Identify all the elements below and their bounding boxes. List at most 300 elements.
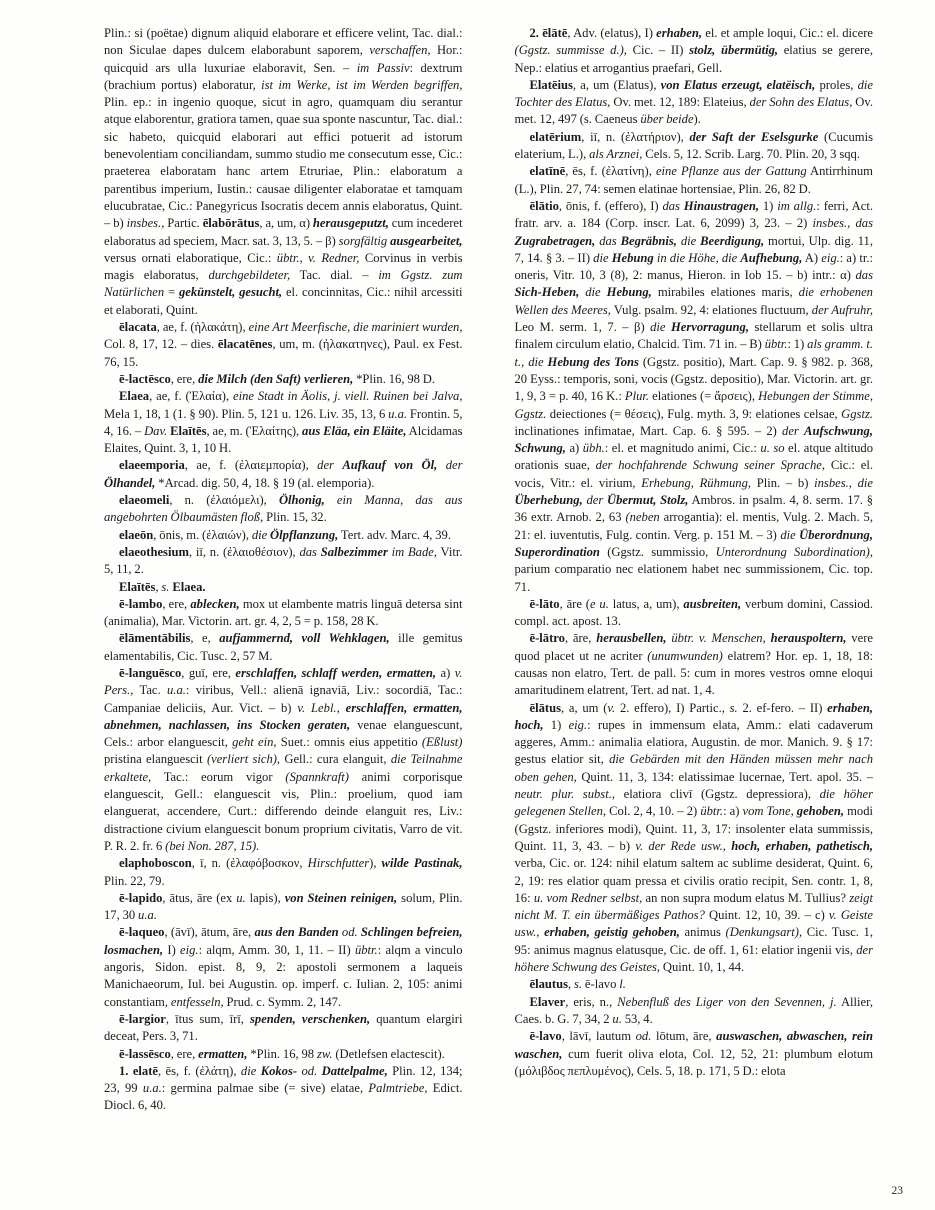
entry-text-segment: u. vom Redner selbst, [533, 890, 643, 905]
entry-text-segment: die [780, 527, 800, 542]
entry-text-segment: s. [574, 977, 583, 992]
dictionary-entry [515, 700, 874, 977]
entry-text-segment: elaeemporia [119, 458, 185, 473]
entry-text-segment: verschaffen, [369, 43, 431, 58]
entry-text-segment: , ēs, f. (ἐλατίνη), [565, 164, 656, 179]
entry-text-segment: im Bade, [387, 544, 437, 559]
entry-text-segment: el. et ample loqui, Cic.: el. dicere [701, 26, 873, 40]
entry-text-segment: aus Eläa, ein Eläite, [302, 423, 407, 438]
entry-text-segment: parium comparatio nec elationem habet nec summissionem, Cic. top. 71. [514, 562, 873, 594]
entry-text-segment: zw. [316, 1046, 333, 1061]
entry-text-segment: ein Manna, das aus angebohrten Ölbaumästen floß, [104, 493, 463, 525]
entry-text-segment: , iī, n. (ἐλαιοθέσιον), [188, 544, 300, 559]
entry-text-segment: , Adv. (elatus), I) [567, 26, 657, 40]
entry-text-segment: Corvinus in verbis magis elaboratus, [104, 250, 463, 283]
entry-text-segment: durchgebildeter, [208, 268, 291, 283]
entry-text-segment: im Passiv [356, 60, 410, 75]
dictionary-entry [104, 855, 463, 890]
entry-text-segment: e u. [589, 596, 609, 611]
entry-text-segment: die Tochter des Elatus, [514, 77, 874, 110]
entry-text-segment: erhaben, hoch, [514, 700, 874, 732]
entry-text-segment: , a, um ( [560, 700, 608, 715]
entry-text-segment: Sich-Heben, [514, 285, 580, 300]
entry-text-segment: die erhobenen Wellen des Meeres, [514, 285, 873, 317]
dictionary-entry [515, 129, 874, 164]
entry-text-segment: , ere, [170, 1046, 199, 1061]
entry-text-segment: od. [297, 1063, 322, 1078]
entry-text-segment: mortui, Ulp. dig. 11, 7, 14. § 3. – II) [514, 233, 873, 265]
entry-text-segment: ē-lapido [119, 890, 163, 905]
entry-text-segment: , ī, n. (ἐλαφόβοσκον, [191, 856, 308, 871]
dictionary-entry [515, 198, 874, 596]
entry-text-segment: Dav. [144, 423, 168, 438]
entry-text-segment: *Arcad. dig. 50, 4, 18. § 19 (al. elemporia). [155, 475, 375, 490]
dictionary-entry [104, 1063, 463, 1115]
entry-text-segment: der Saft der Eselsgurke [689, 129, 819, 144]
entry-text-segment: A) [802, 250, 822, 265]
entry-text-segment: u.a. [167, 683, 186, 698]
entry-text-segment: Cic.: el. vocis, Vitr.: el. virium, [514, 458, 873, 490]
dictionary-entry [515, 596, 874, 631]
entry-text-segment: erhaben, [656, 26, 702, 40]
entry-text-segment: die [650, 320, 671, 335]
entry-text-segment: das [662, 198, 684, 213]
entry-text-segment: Elaver [529, 994, 566, 1009]
entry-text-segment: Leo M. serm. 1, 7. – β) [514, 320, 651, 335]
dictionary-entry [515, 25, 874, 77]
entry-text-segment: (unumwunden) [647, 648, 723, 663]
entry-text-segment: an non supra modum elatus M. Tullius? [642, 890, 850, 905]
entry-text-segment: 1) [543, 717, 569, 732]
entry-text-segment: elationes (= ἄρσεις), [649, 389, 759, 404]
entry-text-segment: Col. 2, 4, 10. – 2) [606, 804, 701, 819]
entry-text-segment: 53, 4. [621, 1011, 653, 1026]
entry-text-segment: (neben [625, 510, 660, 525]
entry-text-segment: : a) tr.: oneris, Vitr. 10, 3 (8), 2: manus, Hieron. in Iob 15. – b) intr.: α) [514, 250, 874, 283]
entry-text-segment: animus [679, 925, 726, 940]
entry-text-segment: das [595, 233, 621, 248]
entry-text-segment: (Denkungsart), [725, 925, 803, 940]
entry-text-segment: die Gebärden mit den Händen müssen mehr nach oben gehen, [514, 752, 873, 784]
entry-text-segment: , Partic. [161, 216, 203, 231]
entry-text-segment: sorgfältig [338, 233, 391, 248]
entry-text-segment: über beide [640, 112, 694, 127]
entry-text-segment: elatius se gerere, Nep.: elatius et arrogantius praefari, Gell. [514, 43, 873, 75]
entry-text-segment: modi (Ggstz. inferiores modi), Quint. 11, 3, 17: insolenter elata summissis, Quint. 11, 3, 43. – b) [514, 804, 873, 853]
entry-text-segment: : alqm, Amm. 30, 1, 11. – II) [198, 942, 355, 957]
entry-text-segment: Ölpflanzung, [270, 527, 339, 542]
dictionary-entry [515, 994, 874, 1029]
entry-text-segment: die [579, 285, 607, 300]
entry-text-segment: ). [693, 112, 701, 127]
entry-text-segment: elaeomeli [119, 493, 170, 508]
entry-text-segment: 2. ef-fero. – II) [737, 700, 828, 715]
entry-text-segment: übtr. [700, 804, 724, 819]
entry-text-segment: von Elatus erzeugt, elatëisch, [660, 77, 816, 92]
entry-text-segment: el. concinnitas, Cic.: nihil arcessiti et elaborati, Quint. [104, 285, 463, 317]
entry-text-segment: ē-lassēsco [119, 1046, 171, 1061]
entry-text-segment: , lāvī, lautum [561, 1029, 636, 1044]
column-left [104, 25, 463, 1115]
entry-text-segment: elatiora clivī (Ggstz. depressiora), [615, 787, 820, 802]
entry-text-segment: gehoben, [796, 804, 845, 819]
entry-text-segment: (Ggstz. positio), Mart. Cap. 9. § 982. p. 368, 20 Eyss.: temporis, soni, vocis (Ggstz. depositio), Mar. Victorin. art. gr. 1, 9, 3 = p. 40, 16 K.: [514, 354, 873, 404]
entry-text-segment: verba, Cic. or. 124: nihil elatum saltem ac sublime desiderat, Quint. 6, 2, 19: res elatior quam pressa et civilis oratio recipit, Sen. contr. 1, 8, 16: [514, 856, 873, 905]
entry-text-segment: , e, [190, 631, 220, 646]
entry-text-segment: proles, [815, 77, 858, 92]
dictionary-entry [104, 579, 463, 596]
entry-text-segment: Dattelpalme, [321, 1063, 388, 1078]
entry-text-segment: : a) [723, 804, 743, 819]
entry-text-segment: Plin. – b) [751, 475, 815, 490]
entry-text-segment: , a, um (Elatus), [572, 77, 661, 92]
entry-text-segment: , ōnis, m. (ἐλαιών), [153, 527, 252, 542]
entry-text-segment: neutr. plur. subst., [514, 787, 615, 802]
entry-text-segment: zeigt nicht M. T. ein übermäßiges Pathos? [514, 890, 873, 923]
entry-text-segment: , ātus, āre (ex [162, 890, 237, 905]
entry-text-segment: , n. (ἐλαιόμελι), [169, 493, 279, 508]
entry-text-segment: eig. [568, 717, 588, 732]
dictionary-entry [515, 1028, 874, 1080]
entry-text-segment: elatrem? Hor. ep. 1, 18, 18: causas non elatro, Tert. de pall. 5: cum in mores vestros omne eloqui amaritudinem elatrent, Tert. ad nat. 1, 4. [514, 648, 873, 698]
entry-text-segment: Ov. met. 12, 189: Elateius, [610, 95, 750, 110]
entry-text-segment: ausbreiten, [683, 596, 742, 611]
entry-text-segment: u. [236, 890, 246, 905]
entry-text-segment: : 1) [787, 337, 808, 352]
entry-text-segment: insbes., das [812, 216, 873, 231]
entry-text-segment: Col. 8, 17, 12. – dies. [104, 337, 218, 352]
entry-text-segment: von Steinen reinigen, [284, 890, 398, 905]
entry-text-segment: , ae, f. (ἠλακάτη), [156, 320, 249, 335]
entry-text-segment: in die Höhe, die [653, 250, 741, 265]
entry-text-segment: die Teilnahme erkaltete, [104, 752, 463, 784]
entry-text-segment: Überhebung, [514, 493, 583, 508]
entry-text-segment: Tert. adv. Marc. 4, 39. [338, 527, 451, 542]
entry-text-segment: 2. ēlātē [529, 26, 568, 40]
entry-text-segment: (Ggstz. summissio, [599, 544, 716, 559]
entry-text-segment: , ere, [170, 371, 199, 386]
entry-text-segment: v. [607, 700, 616, 715]
entry-text-segment: der Aufruhr, [811, 302, 874, 317]
entry-text-segment: (Cucumis elaterium, L.), [514, 129, 873, 162]
entry-text-segment: animi corporisque elanguescit, Gell.: elanguescit vis, Plin.: proelium, quod iam elanguerat, accendere, Curt.: differendo deinde elanguit res, Liv.: distractione civium elanguescit bonum proprium civitatis, Varro de vit. P. R. 2. fr. 6 [104, 769, 463, 853]
entry-text-segment: Beerdigung, [700, 233, 765, 248]
entry-text-segment: , ēs, f. (ἐλάτη), [158, 1063, 241, 1078]
entry-text-segment: venae elanguescunt, Cels.: arbor elanguescit, [104, 717, 463, 750]
entry-text-segment: der [582, 493, 608, 508]
entry-text-segment: die [593, 250, 612, 265]
entry-text-segment: mirabiles elationes maris, [651, 285, 799, 300]
entry-text-segment: inclinationes infimatae, Mart. Cap. 6. § 595. – 2) [514, 423, 783, 438]
entry-text-segment: , [568, 977, 574, 992]
entry-text-segment: insbes., die [814, 475, 874, 490]
entry-text-segment: ēlātio [529, 198, 559, 213]
entry-text-segment: aus den Banden [254, 925, 342, 940]
entry-text-segment: I) [163, 942, 181, 957]
entry-text-segment: eine Pflanze aus der Gattung [655, 164, 807, 179]
entry-text-segment: l. [619, 977, 626, 992]
entry-text-segment: quantum elargiri deceat, Pers. 3, 71. [104, 1011, 463, 1044]
entry-text-segment: , (āvī), ātum, āre, [164, 925, 255, 940]
entry-text-segment: der Sohn des Elatus, [749, 95, 853, 110]
entry-text-segment: eig. [180, 942, 199, 957]
entry-text-segment: , ae, m. (Ἐλαίτης), [206, 423, 303, 438]
entry-text-segment: erhaben, geistig gehoben, [544, 925, 680, 940]
entry-text-segment: der höhere Schwung des Geistes, [514, 942, 873, 975]
entry-text-segment: ē-lāto [529, 596, 560, 611]
entry-text-segment: Gell.: cura elanguit, [280, 752, 391, 767]
entry-text-segment: cum incederet elaboratus ad speciem, Macr. sat. 3, 13, 5. – β) [104, 216, 463, 248]
entry-text-segment: , guī, ere, [181, 665, 236, 680]
entry-text-segment: (Detlefsen elactescit). [332, 1046, 445, 1061]
entry-text-segment: übtr. [764, 337, 788, 352]
entry-text-segment: ermatten, [198, 1046, 248, 1061]
entry-text-segment: Aufschwung, Schwung, [514, 423, 873, 456]
entry-text-segment: stolz, übermütig, [689, 43, 779, 58]
entry-text-segment: auswaschen, abwaschen, rein waschen, [514, 1029, 873, 1061]
entry-text-segment: erschlaffen, schlaff werden, ermatten, [235, 665, 437, 680]
entry-text-segment: Salbezimmer [320, 544, 388, 559]
entry-text-segment: 1) [759, 198, 778, 213]
entry-text-segment: , āre ( [559, 596, 590, 611]
entry-text-segment: Plin.: si (poëtae) dignum aliquid elaborare et efficere velint, Tac. dial.: non Siculae dapes dulcem elaborabunt saporem, [104, 26, 463, 58]
entry-text-segment: ēlātus [529, 700, 561, 715]
entry-text-segment: Cic. – II) [626, 43, 690, 58]
entry-text-segment: Cels. 5, 12. Scrib. Larg. 70. Plin. 20, 3 sqq. [642, 147, 860, 162]
entry-text-segment: Elaītēs [170, 423, 207, 438]
entry-text-segment: aufjammernd, voll Wehklagen, [219, 631, 390, 646]
entry-text-segment: ausgearbeitet, [390, 233, 463, 248]
entry-text-segment: ē-languēsco [119, 665, 182, 680]
entry-text-segment: u.a. [142, 1081, 162, 1096]
entry-text-segment: (Eßlust) [421, 735, 463, 750]
entry-text-segment: el. atque altitudo orationis suae, [514, 441, 874, 473]
entry-text-segment: hoch, erhaben, pathetisch, [731, 838, 873, 853]
entry-text-segment: Hebung des Tons [547, 354, 639, 369]
entry-text-segment: solum, Plin. 17, 30 [104, 890, 463, 923]
entry-text-segment: im allg. [777, 198, 817, 213]
dictionary-entry [515, 976, 874, 993]
entry-text-segment: das [855, 268, 873, 283]
entry-text-segment: elatīnē [529, 164, 566, 179]
entry-text-segment: s. [729, 700, 738, 715]
entry-text-segment: , [155, 579, 162, 594]
column-right [515, 25, 874, 1115]
entry-text-segment: : alqm a vinculo angoris, Sidon. epist. 8, 9, 2: apostoli sermonem a laqueis Manichaeorum, Iul. bei Augustin. op. imperf. c. Iulian. 2, 105: animi constantiam, [104, 942, 463, 1009]
entry-text-segment: ille gemitus elamentabilis, Cic. Tusc. 2, 57 M. [104, 631, 463, 663]
entry-text-segment: stellarum et solis ultra finalem circulum elatio, Chalcid. Tim. 71 in. – B) [514, 320, 873, 352]
entry-text-segment: ē-largior [119, 1011, 166, 1026]
entry-text-segment: Elaītēs [119, 579, 156, 594]
entry-text-segment: Plin. ep.: in ingenio quoque, sicut in agro, quamquam diu serantur atque elaborentur, gratiora tamen, quae sua sponte nascuntur, Tac. dial.: sic habeto, quicquid elaborari aut effici potuerit ad istorum benevolentiam conciliandam, summo studio me consecutum esse, Cic.: praeterea elaboratam hanc artem Etruriae, Plin.: elaboratum a parentibus imperium, Iustin.: causae diligenter elaboratae et tamquam elucubratae, Cic.: Panegyricus Isocratis decem annis elaboratus, Quint. – b) [104, 95, 463, 231]
entry-text-segment: ēlabōrātus [202, 216, 260, 231]
entry-text-segment: gekünstelt, gesucht, [178, 285, 283, 300]
entry-text-segment: lapis), [245, 890, 285, 905]
entry-text-segment: Hirschfutter [307, 856, 370, 871]
entry-text-segment: wilde Pastinak, [381, 856, 463, 871]
entry-text-segment: Prud. c. Symm. 2, 147. [223, 994, 342, 1009]
entry-text-segment: Ov. met. 12, 497 (s. Caeneus [514, 95, 873, 127]
entry-text-segment: Kokos- [260, 1063, 298, 1078]
entry-text-segment: übtr. v. Menschen, [671, 631, 766, 646]
entry-text-segment: eine Art Meerfische, die mariniert wurden, [248, 320, 463, 335]
entry-text-segment: eig. [821, 250, 840, 265]
entry-text-segment: : el. et magnitudo animi, Cic.: [604, 441, 761, 456]
entry-text-segment: (Ggstz. summisse d.), [514, 43, 627, 58]
entry-text-segment: elatērium [529, 129, 582, 144]
entry-text-segment: Tac. dial. – [290, 268, 379, 283]
entry-text-segment: : ferri, Act. fratr. arv. a. 184 (Corp. inscr. Lat. 6, 2099) 3, 23. – 2) [514, 198, 873, 231]
entry-text-segment: , ae, f. (Ἐλαία), [149, 389, 233, 404]
entry-text-segment: ē-laqueo [119, 925, 165, 940]
dictionary-entry [104, 1011, 463, 1046]
entry-text-segment: ), [369, 856, 382, 871]
entry-text-segment: lōtum, āre, [651, 1029, 717, 1044]
dictionary-entry [104, 924, 463, 1010]
entry-text-segment: Elatēius [529, 77, 573, 92]
entry-text-segment: der [437, 458, 463, 473]
entry-text-segment: , a, um, α) [259, 216, 313, 231]
entry-text-segment: Suet.: omnis eius appetitio [276, 735, 422, 750]
dictionary-entry [104, 630, 463, 665]
entry-text-segment: erschlaffen, ermatten, abnehmen, nachlassen, ins Stocken geraten, [104, 700, 463, 732]
entry-text-segment: Tac.: eorum vigor [151, 769, 286, 784]
entry-text-segment: *Plin. 16, 98 [247, 1046, 317, 1061]
page-number: 23 [891, 1185, 903, 1197]
entry-text-segment: : dextrum (brachium portus) elaboratur, [104, 60, 463, 92]
entry-text-segment: , ere, [162, 596, 191, 611]
entry-text-segment: Zugrabetragen, [514, 233, 596, 248]
entry-text-segment: a) [436, 665, 455, 680]
entry-text-segment: Erhebung, Rühmung, [641, 475, 752, 490]
entry-text-segment: Aufhebung, [740, 250, 803, 265]
entry-text-segment: Vitr. 5, 11, 2. [104, 544, 463, 577]
entry-text-segment: die Milch (den Saft) verlieren, [198, 371, 354, 386]
entry-text-segment: arrogantia): el. mentis, Vulg. 2. Mach. 5, 21: el. iuventutis, Fulg. contin. Verg. p. 151 M. – 3) [514, 510, 873, 542]
dictionary-entry [515, 77, 874, 129]
entry-text-segment: übtr., v. Redner, [276, 250, 360, 265]
entry-text-segment: , ōnis, f. (effero), I) [558, 198, 663, 213]
entry-text-segment: herauspoltern, [770, 631, 847, 646]
entry-text-segment: u. so [760, 441, 785, 456]
entry-text-segment: 2. effero), I) Partic., [615, 700, 730, 715]
entry-text-segment: Antirrhinum (L.), Plin. 27, 74: semen elatinae hortensiae, Plin. 26, 82 D. [514, 164, 873, 196]
entry-text-segment: cum fuerit oliva elota, Col. 12, 52, 21: plumbum elotum (μόλιβδος πεπλυμένος), Cels. 5, 18. p. 171, 5 D.: elota [514, 1046, 873, 1078]
entry-text-segment: ēlacatēnes [217, 337, 273, 352]
dictionary-entry [515, 630, 874, 699]
entry-text-segment: vom Tone, [742, 804, 794, 819]
entry-text-segment: elaeōn [119, 527, 154, 542]
entry-text-segment: das [299, 544, 321, 559]
entry-text-segment: v. Geiste usw., [514, 908, 873, 940]
entry-text-segment: Edict. Diocl. 6, 40. [104, 1081, 463, 1113]
entry-text-segment: ē-lactēsco [119, 371, 171, 386]
entry-text-segment: Hervorragung, [670, 320, 749, 335]
entry-text-segment: als gramm. t. t., die [514, 337, 874, 369]
entry-text-segment: Alcidamas Elaites, Quint. 3, 1, 10 H. [104, 423, 463, 456]
entry-text-segment: Elaea. [172, 579, 206, 594]
entry-text-segment: Hebung, [606, 285, 652, 300]
entry-text-segment: Schlingen befreien, losmachen, [104, 925, 463, 957]
entry-text-segment: Plin. 22, 79. [104, 873, 165, 888]
entry-text-segment: ē-lavo [529, 1029, 562, 1044]
entry-text-segment: , āre, [564, 631, 597, 646]
entry-text-segment: Hebungen der Stimme, Ggstz. [514, 389, 873, 421]
entry-text-segment: Frontin. 5, 4, 16. – [104, 406, 463, 438]
entry-text-segment: u.a. [138, 908, 157, 923]
entry-text-segment: herausgeputzt, [312, 216, 389, 231]
entry-text-segment: : rupes in immensum elata, Amm.: elati cadaverum aggeres, Amm.: animalia elatiora, Augustin. de mor. Manich. 9. § 17: gestus elatior sit, [514, 717, 873, 767]
entry-text-segment: Ambros. in psalm. 4, 8. serm. 17. § 36 extr. Arnob. 2, 63 [514, 493, 873, 525]
entry-text-segment: die [240, 1063, 261, 1078]
entry-text-segment: u. [612, 1011, 622, 1026]
entry-text-segment: Quint. 12, 10, 39. – c) [704, 908, 829, 923]
entry-text-segment: eine Stadt in Äolis, j. viell. Ruinen bei Jalva, [233, 389, 463, 404]
dictionary-entry [515, 163, 874, 198]
entry-text-segment: ēlāmentābilis [119, 631, 191, 646]
entry-text-segment: Vulg. psalm. 92, 4: elationes fluctuum, [610, 302, 812, 317]
entry-text-segment: (bei Non. 287, 15). [165, 838, 260, 853]
entry-text-segment: übtr. [354, 942, 378, 957]
entry-text-segment: Quint. 11, 3, 134: elatissimae lucernae, Tert. apol. 35. – [576, 769, 873, 784]
entry-text-segment: der [317, 458, 343, 473]
entry-text-segment: Plur. [624, 389, 650, 404]
entry-text-segment: Übermut, Stolz, [607, 493, 689, 508]
entry-text-segment: herausbellen, [596, 631, 667, 646]
entry-text-segment: Ölhandel, [104, 475, 156, 490]
entry-text-segment: Allier, Caes. b. G. 7, 34, 2 [514, 994, 873, 1026]
entry-text-segment: : viribus, Vell.: alienā ignaviā, Liv.: socordiā, Tac.: Campaniae deliciis, Aur. Vict. – b) [104, 683, 463, 715]
entry-text-segment: elaeothesium [119, 544, 189, 559]
entry-text-segment: im Ggstz. zum Natürlichen [104, 268, 463, 300]
dictionary-entry [104, 319, 463, 371]
entry-text-segment: : germina palmae sibe (= sive) elatae, [161, 1081, 369, 1096]
entry-text-segment: Nebenfluß des Liger von den Sevennen, j. [617, 994, 837, 1009]
entry-text-segment: Begräbnis, [620, 233, 677, 248]
entry-text-segment: , ītus sum, īrī, [165, 1011, 250, 1026]
dictionary-entry [104, 544, 463, 579]
entry-text-segment: Plin. 15, 32. [263, 510, 327, 525]
dictionary-entry [104, 25, 463, 319]
entry-text-segment: *Plin. 16, 98 D. [353, 371, 435, 386]
entry-text-segment: vere quod placet ut ne acriter [514, 631, 873, 663]
entry-text-segment: ēlacata [119, 320, 157, 335]
dictionary-entry [104, 665, 463, 855]
entry-text-segment: Unterordnung Subordination), [715, 544, 873, 559]
entry-text-segment: spenden, verschenken, [250, 1011, 371, 1026]
entry-text-segment: Elaea [119, 389, 150, 404]
entry-text-segment: Mela 1, 18, 1 (1. § 90). Plin. 5, 121 u. 126. Liv. 35, 13, 6 [104, 406, 389, 421]
dictionary-entry [104, 890, 463, 925]
entry-text-segment: = [164, 285, 179, 300]
entry-text-segment: , ae, f. (ἐλαιεμπορία), [184, 458, 318, 473]
entry-text-segment: ablecken, [190, 596, 240, 611]
entry-text-segment: od. [635, 1029, 652, 1044]
entry-text-segment: pristina elanguescit [104, 752, 207, 767]
dictionary-entry [104, 457, 463, 492]
entry-text-segment: v. Pers. [104, 665, 463, 698]
entry-text-segment: Überordnung, Superordination [514, 527, 873, 559]
dictionary-entry [104, 527, 463, 544]
entry-text-segment: Aufkauf von Öl, [342, 458, 438, 473]
entry-text-segment: , um, m. (ἠλακατηνες), Paul. ex Fest. 76, 15. [104, 337, 463, 369]
dictionary-entry [104, 492, 463, 527]
entry-text-segment: a) [565, 441, 583, 456]
entry-text-segment: der hochfahrende Schwung seiner Sprache, [595, 458, 826, 473]
entry-text-segment: entfesseln, [170, 994, 224, 1009]
entry-text-segment: mox ut elambente matris linguā detersa sint (animalia), Mar. Victorin. art. gr. 4, 2, 5 = p. 158, 28 K. [104, 596, 463, 629]
entry-text-segment: ist im Werke, ist im Werden begriffen, [261, 77, 463, 92]
